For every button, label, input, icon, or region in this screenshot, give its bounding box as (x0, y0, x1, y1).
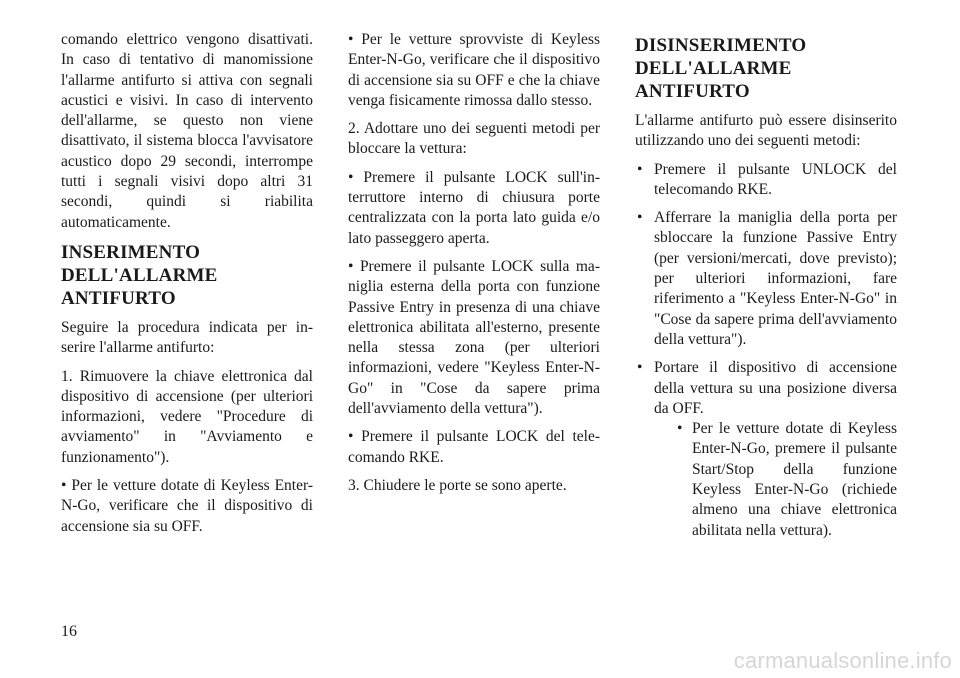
list-item-text: Per le vetture dotate di Keyless Enter-N-Go, premere il pulsante Start/Stop della funzione Keyless Enter-N-Go (richiede almeno una chiave elettronica abilitata nella vettura). (692, 420, 897, 539)
list-item-text: Portare il dispositivo di accensione della vettura su una posizione diversa da OFF. (654, 359, 897, 417)
arming-step-1: 1. Rimuovere la chiave elettronica dal dispositivo di accensione (per ulteriori informazioni, vedere "Procedure di avviamento" in "Avviamento e funzionamento"). (61, 367, 313, 466)
section-heading-disarming: DISINSERIMENTO DELL'ALLARME ANTIFURTO (635, 35, 807, 102)
disarming-method-passive-entry (635, 208, 897, 350)
arming-step-2: 2. Adottare uno dei seguenti metodi per bloccare la vettura: (348, 120, 600, 158)
lock-method-interior-switch: • Premere il pulsante LOCK sull'interruttore interno di chiusura porte centralizzata con la porta lato guida e/o lato passeggero aperta. (348, 168, 600, 247)
list-item-text: Premere il pulsante UNLOCK del telecomando RKE. (654, 160, 897, 198)
column-left (61, 30, 313, 545)
ignition-sub-item-keyless (654, 419, 897, 541)
intro-paragraph: comando elettrico vengono disattivati. In caso di tentativo di manomissione l'allarme antifurto si attiva con segnali acustici e visivi. In caso di intervento dell'allarme, se questo non viene disattivato, il sistema blocca l'avvisatore acustico dopo 29 secondi, interrompe tutti i segnali visivi dopo altri 31 secondi, quindi si riabilita automaticamente. (61, 31, 313, 231)
disarming-method-ignition (635, 358, 897, 541)
arming-step-1-keyless: • Per le vetture dotate di Keyless Enter-N-Go, verificare che il dispositivo di accensione sia su OFF. (61, 477, 313, 535)
disarming-intro: L'allarme antifurto può essere disinserito utilizzando uno dei seguenti metodi: (635, 112, 897, 150)
arming-step-1-non-keyless: • Per le vetture sprovviste di Keyless Enter-N-Go, verificare che il dispositivo di accensione sia su OFF e che la chiave venga fisicamente rimossa dallo stesso. (348, 31, 600, 109)
column-middle (348, 30, 600, 504)
lock-method-door-handle: • Premere il pulsante LOCK sulla maniglia esterna della porta con funzione Passive Entry in presenza di una chiave elettronica abilitata all'esterno, presente nella stessa zona (per ulteriori informazioni, vedere "Keyless Enter-N-Go" in "Cose da sapere prima dell'avviamento della vettura"). (348, 257, 600, 418)
ignition-sub-list (654, 419, 897, 541)
lock-method-remote: • Premere il pulsante LOCK del telecomando RKE. (348, 428, 600, 466)
arming-intro: Seguire la procedura indicata per inserire l'allarme antifurto: (61, 318, 313, 357)
column-right (635, 30, 897, 549)
section-heading-arming: INSERIMENTO DELL'ALLARME ANTIFURTO (61, 241, 218, 309)
watermark: carmanualsonline.info (733, 648, 952, 673)
page-number: 16 (61, 623, 77, 640)
arming-step-3: 3. Chiudere le porte se sono aperte. (348, 476, 567, 494)
list-item-text: Afferrare la maniglia della porta per sbloccare la funzione Passive Entry (per versioni/mercati, dove previsto); per ulteriori informazioni, fare riferimento a "Keyless Enter-N-Go" in "Cose da sapere prima dell'avviamento della vettura"). (654, 209, 897, 348)
disarming-method-unlock (635, 160, 897, 201)
disarming-methods-list (635, 160, 897, 541)
